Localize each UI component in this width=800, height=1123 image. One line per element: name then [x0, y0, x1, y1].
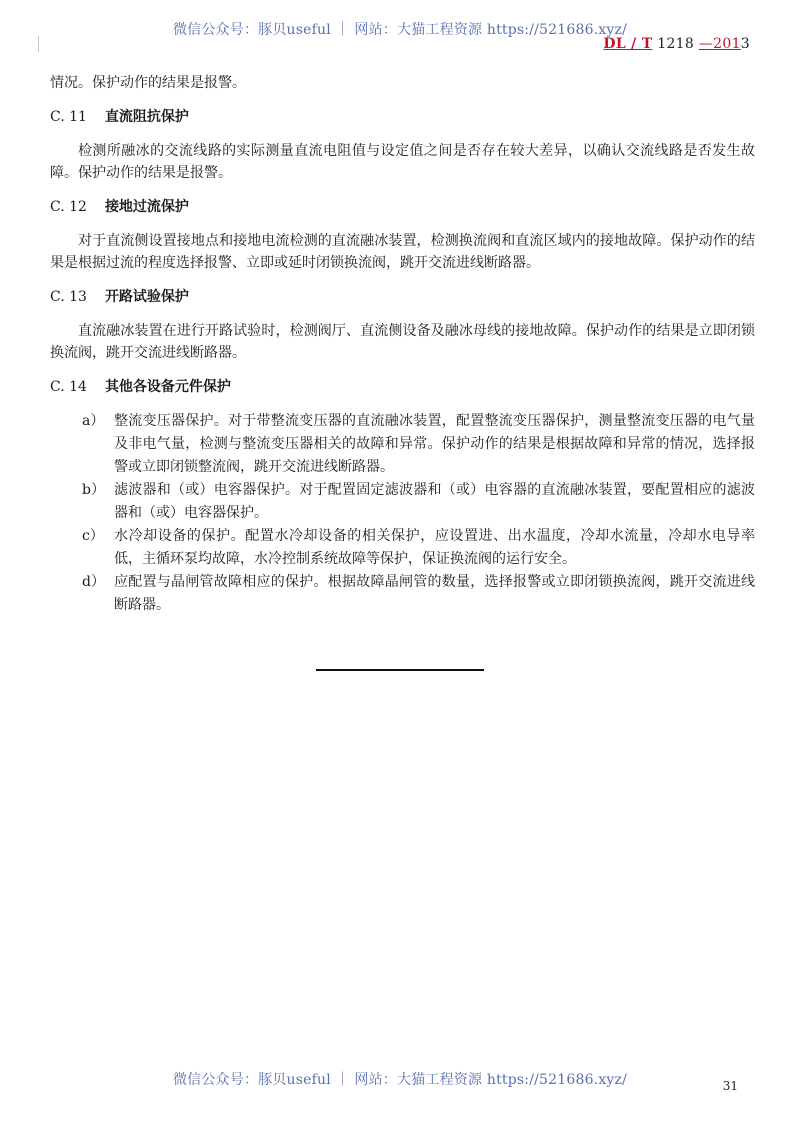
clause-body-c13: 直流融冰装置在进行开路试验时，检测阀厅、直流侧设备及融冰母线的接地故障。保护动作的结果是立即闭锁换流阀，跳开交流进线断路器。: [50, 323, 755, 361]
clause-title: 接地过流保护: [104, 199, 189, 215]
clause-number: C. 11: [50, 109, 87, 125]
clause-number: C. 12: [50, 199, 87, 215]
list-marker: b）: [82, 482, 105, 498]
intro-paragraph: 情况。保护动作的结果是报警。: [50, 75, 246, 91]
list-marker: c）: [82, 528, 104, 544]
clause-title: 其他各设备元件保护: [104, 379, 231, 395]
watermark-top: 微信公众号：豚贝useful ｜ 网站：大猫工程资源 https://521686.xyz/: [172, 22, 628, 38]
clause-heading-c11: [50, 106, 755, 128]
list-item-text: 应配置与晶闸管故障相应的保护。根据故障晶闸管的数量，选择报警或立即闭锁换流阀，跳开交流进线断路器。: [114, 574, 755, 613]
clause-body-c12: 对于直流侧设置接地点和接地电流检测的直流融冰装置，检测换流阀和直流区域内的接地故障。保护动作的结果是根据过流的程度选择报警、立即或延时闭锁换流阀，跳开交流进线断路器。: [50, 233, 755, 271]
standard-prefix: DL / T: [603, 36, 653, 52]
clause-heading-c12: [50, 196, 755, 218]
end-of-text-rule: [316, 669, 484, 671]
page-content: [50, 72, 755, 617]
clause-number: C. 13: [50, 289, 87, 305]
list-item: [50, 410, 755, 479]
margin-mark: [38, 36, 39, 52]
clause-title: 开路试验保护: [104, 289, 189, 305]
watermark-bottom: 微信公众号：豚贝useful ｜ 网站：大猫工程资源 https://521686.xyz/: [172, 1072, 628, 1088]
list-item-text: 滤波器和（或）电容器保护。对于配置固定滤波器和（或）电容器的直流融冰装置，要配置相应的滤波器和（或）电容器保护。: [114, 482, 755, 521]
list-item-text: 整流变压器保护。对于带整流变压器的直流融冰装置，配置整流变压器保护，测量整流变压器的电气量及非电气量，检测与整流变压器相关的故障和异常。保护动作的结果是根据故障和异常的情况，选择报警或立即闭锁整流阀，跳开交流进线断路器。: [114, 413, 755, 475]
standard-year-part2: 3: [740, 36, 750, 52]
clause-body-c11: 检测所融冰的交流线路的实际测量直流电阻值与设定值之间是否存在较大差异，以确认交流线路是否发生故障。保护动作的结果是报警。: [50, 143, 755, 181]
list-marker: d）: [82, 574, 105, 590]
list-marker: a）: [82, 413, 105, 429]
list-item: [50, 479, 755, 525]
list-item-text: 水冷却设备的保护。配置水冷却设备的相关保护，应设置进、出水温度，冷却水流量，冷却水电导率低，主循环泵均故障，水冷控制系统故障等保护，保证换流阀的运行安全。: [114, 528, 755, 567]
list-item: [50, 525, 755, 571]
protection-list: [50, 410, 755, 617]
list-item: [50, 571, 755, 617]
standard-dash: —: [698, 36, 714, 52]
clause-title: 直流阻抗保护: [104, 109, 189, 125]
clause-number: C. 14: [50, 379, 87, 395]
standard-number: 1218: [657, 36, 695, 52]
clause-heading-c13: [50, 286, 755, 308]
document-code: [603, 36, 750, 52]
standard-year-part1: 201: [713, 36, 741, 52]
page-number: 31: [722, 1079, 738, 1093]
clause-heading-c14: [50, 376, 755, 398]
